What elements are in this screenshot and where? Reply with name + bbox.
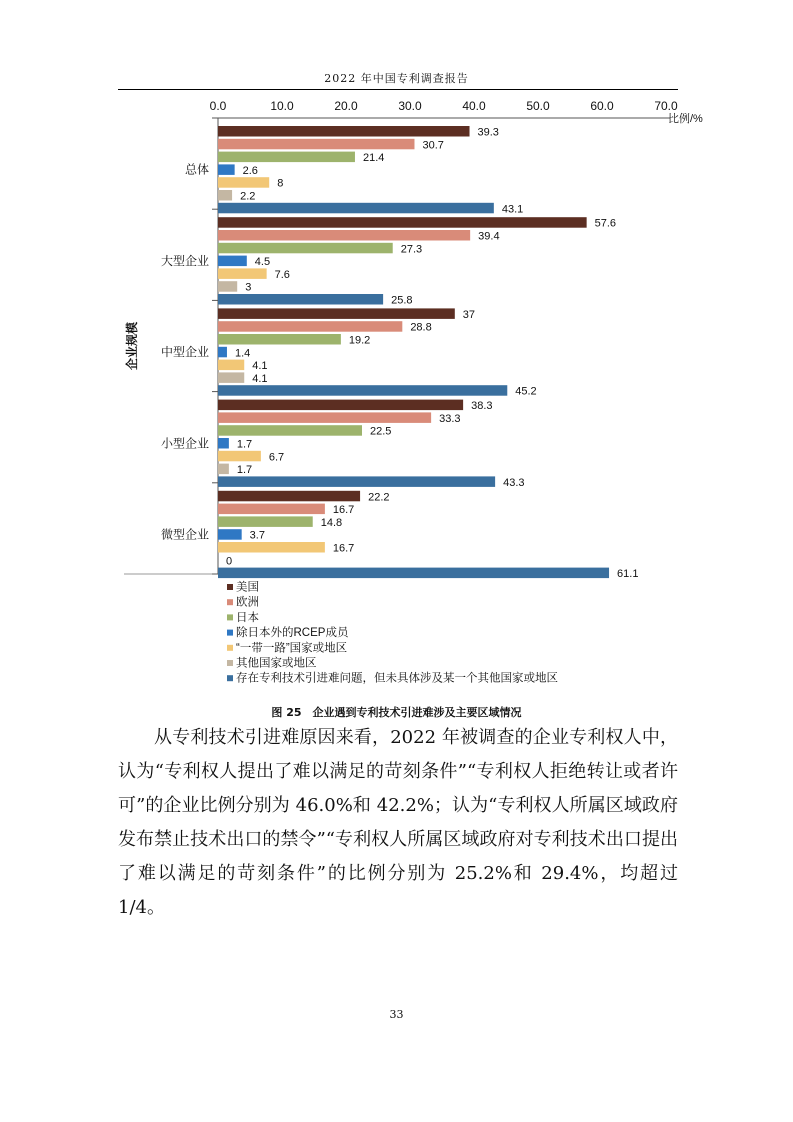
data-label: 4.5 <box>254 256 271 269</box>
bar <box>218 360 244 371</box>
figure-caption: 图 25 企业遇到专利技术引进难涉及主要区域情况 <box>271 706 522 719</box>
data-label: 28.8 <box>410 321 432 334</box>
legend-swatch <box>227 599 233 605</box>
data-label: 1.4 <box>234 347 251 360</box>
data-label: 19.2 <box>348 334 371 347</box>
bar <box>218 217 587 228</box>
legend-swatch <box>227 675 233 681</box>
data-label: 16.7 <box>332 542 355 555</box>
bar <box>218 203 494 214</box>
data-label: 22.5 <box>370 425 392 438</box>
bar <box>218 568 609 579</box>
body-paragraph: 从专利技术引进难原因来看，2022 年被调查的企业专利权人中，认为“专利权人提出了难以满足的苛刻条件”“专利权人拒绝转让或者许可”的企业比例分别为 46.0%和 42.2%；认为“专利权人所属区域政府发布禁止技术出口的禁令”“专利权人所属区域政府对专利技术出口提出了难以满足的苛刻条件”的比例分别为 25.2%和 29.4%，均超过 1/4。 <box>118 727 678 918</box>
legend-label: 欧洲 <box>236 596 259 609</box>
x-tick-label: 20.0 <box>334 99 358 113</box>
bar <box>218 491 360 502</box>
data-label: 22.2 <box>368 491 390 504</box>
bar <box>218 164 235 175</box>
data-label: 33.3 <box>439 412 461 425</box>
data-label: 39.4 <box>478 230 500 243</box>
data-label: 57.6 <box>594 217 617 230</box>
data-label: 3.7 <box>249 529 265 542</box>
bar <box>218 256 247 267</box>
data-label: 4.1 <box>252 360 268 373</box>
bar <box>218 321 402 332</box>
data-label: 38.3 <box>471 400 493 413</box>
category-label: 总体 <box>184 162 209 177</box>
bar <box>218 190 232 201</box>
data-label: 1.7 <box>236 438 253 451</box>
data-label: 39.3 <box>477 126 499 139</box>
bar <box>218 438 229 449</box>
data-label: 45.2 <box>515 385 537 398</box>
data-label: 27.3 <box>400 243 423 256</box>
data-label: 6.7 <box>268 451 285 464</box>
data-label: 43.1 <box>501 203 524 216</box>
bar <box>218 400 463 411</box>
legend-swatch <box>227 584 233 590</box>
legend-swatch <box>227 660 233 666</box>
x-tick-label: 30.0 <box>398 99 422 113</box>
bar <box>218 504 325 514</box>
bar <box>218 294 383 305</box>
bar <box>218 372 244 383</box>
data-label: 14.8 <box>320 516 343 529</box>
data-label: 0 <box>226 555 233 568</box>
category-label: 大型企业 <box>160 253 209 268</box>
data-label: 8 <box>277 177 284 190</box>
bar <box>218 243 393 254</box>
data-label: 7.6 <box>274 268 290 281</box>
bar <box>218 451 261 462</box>
bar <box>218 126 470 137</box>
category-label: 中型企业 <box>160 345 209 360</box>
page-header-title: 2022 年中国专利调查报告 <box>324 72 469 85</box>
legend-label: 美国 <box>236 581 259 594</box>
y-axis-title: 企业规模 <box>125 321 139 371</box>
data-label: 2.6 <box>242 164 258 177</box>
category-label: 小型企业 <box>160 436 209 451</box>
data-label: 1.7 <box>236 464 253 477</box>
bar <box>218 177 269 188</box>
x-tick-label: 70.0 <box>654 99 678 113</box>
bar <box>218 476 495 487</box>
x-tick-label: 50.0 <box>526 99 550 113</box>
bar <box>218 152 355 163</box>
bar <box>218 529 242 540</box>
bar <box>218 308 455 319</box>
data-label: 2.2 <box>240 190 256 203</box>
data-label: 37 <box>462 308 476 321</box>
bar <box>218 542 325 553</box>
bar <box>218 268 267 279</box>
legend-label: “一带一路”国家或地区 <box>236 642 348 655</box>
bar <box>218 425 362 436</box>
legend-label: 除日本外的RCEP成员 <box>236 627 349 640</box>
bar <box>218 412 431 423</box>
bar <box>218 281 237 292</box>
x-tick-label: 10.0 <box>270 99 294 113</box>
legend-swatch <box>227 645 233 651</box>
data-label: 3 <box>245 281 252 294</box>
data-label: 25.8 <box>391 294 413 307</box>
page-number: 33 <box>389 1008 404 1021</box>
x-tick-label: 60.0 <box>590 99 614 113</box>
data-label: 4.1 <box>252 372 268 385</box>
bar <box>218 347 227 358</box>
bar <box>218 516 313 527</box>
x-tick-label: 40.0 <box>462 99 486 113</box>
legend-swatch <box>227 614 233 620</box>
legend-label: 存在专利技术引进难问题，但未具体涉及某一个其他国家或地区 <box>236 672 558 685</box>
data-label: 30.7 <box>422 139 444 152</box>
data-label: 16.7 <box>332 504 355 517</box>
data-label: 21.4 <box>362 152 385 165</box>
bar <box>218 385 507 396</box>
bar <box>218 139 414 150</box>
x-tick-label: 0.0 <box>209 99 227 113</box>
bar <box>218 334 341 345</box>
x-axis-unit-label: 比例/% <box>668 113 703 125</box>
data-label: 43.3 <box>503 476 525 489</box>
bar <box>218 230 470 241</box>
category-label: 微型企业 <box>160 527 209 542</box>
data-label: 61.1 <box>617 568 639 581</box>
bar <box>218 464 229 475</box>
legend-swatch <box>227 630 233 636</box>
legend-label: 日本 <box>236 611 259 624</box>
legend-label: 其他国家或地区 <box>236 657 317 670</box>
